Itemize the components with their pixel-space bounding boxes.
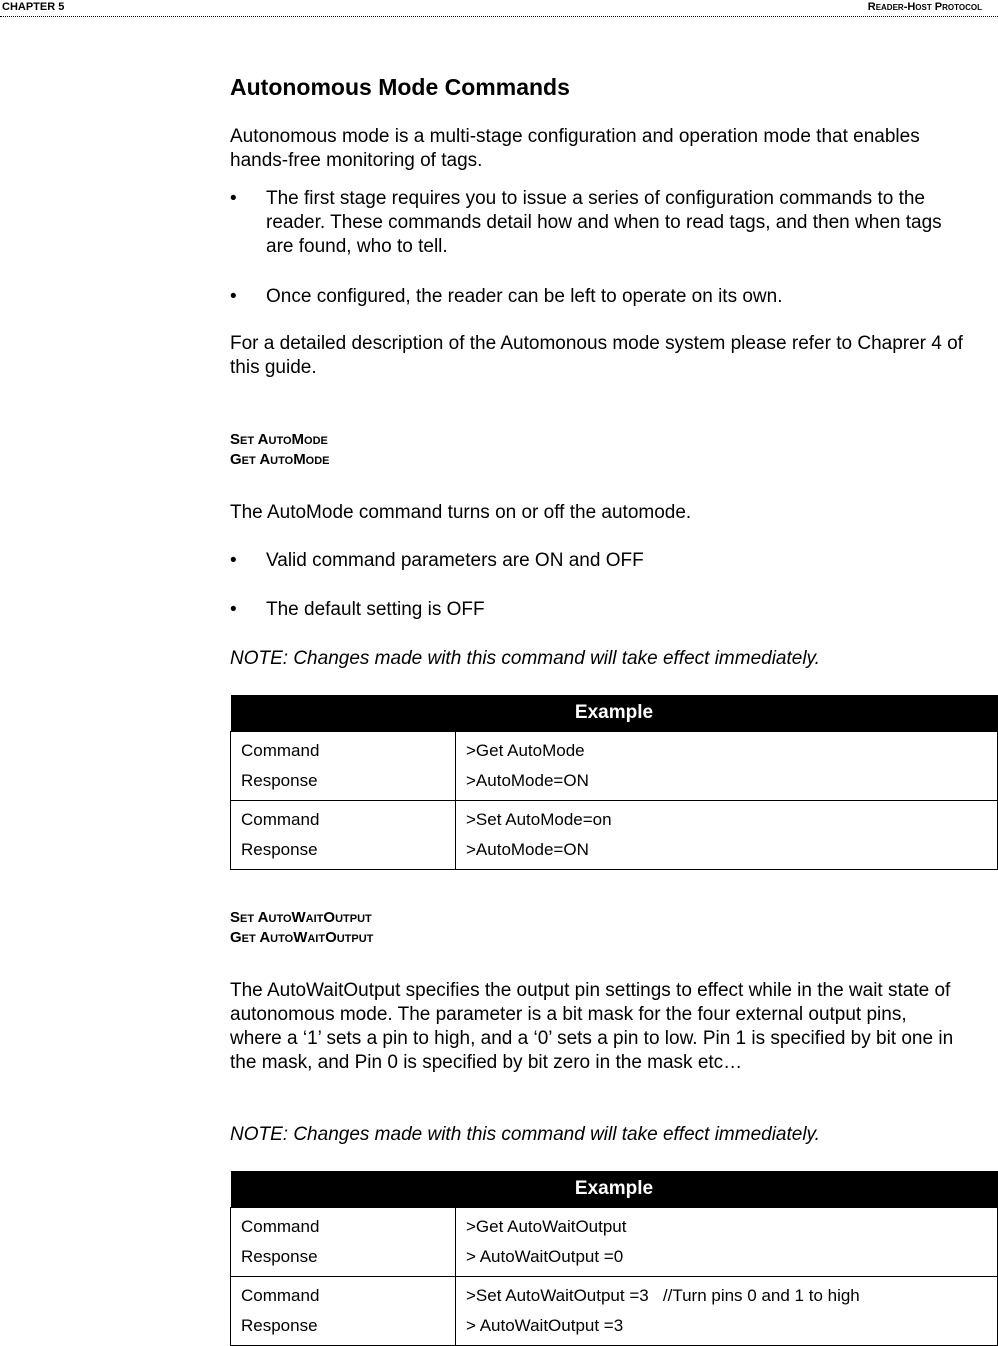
autowait-note: NOTE: Changes made with this command will take effect immediately.	[230, 1124, 820, 1145]
intro-paragraph: Autonomous mode is a multi-stage configuration and operation mode that enables hands-free monitoring of tags.	[230, 126, 920, 171]
automode-note: NOTE: Changes made with this command will take effect immediately.	[230, 648, 820, 669]
section-title: Autonomous Mode Commands	[230, 74, 570, 100]
cell-label: Command	[241, 741, 320, 760]
table-cell-labels	[231, 801, 456, 870]
cell-label: Command	[241, 810, 320, 829]
bullet-icon: •	[230, 550, 237, 571]
table-header: Example	[231, 695, 998, 732]
table-row	[231, 1277, 998, 1346]
bullet-icon: •	[230, 599, 237, 620]
command-name: Set AutoMode	[230, 431, 328, 448]
cell-value: >Get AutoMode	[466, 741, 585, 760]
table-row	[231, 1208, 998, 1277]
table-cell-values	[456, 1208, 998, 1277]
table-header: Example	[231, 1171, 998, 1208]
command-name: Set AutoWaitOutput	[230, 909, 372, 926]
table-row	[231, 801, 998, 870]
cell-value: >Get AutoWaitOutput	[466, 1217, 627, 1236]
refer-paragraph: For a detailed description of the Automonous mode system please refer to Chaprer 4 of this guide.	[230, 333, 963, 378]
automode-example-table	[230, 695, 998, 870]
cell-value: >Set AutoMode=on	[466, 810, 612, 829]
cell-value: >AutoMode=ON	[466, 840, 589, 859]
section-label: Reader-Host Protocol	[867, 1, 982, 13]
cell-label: Response	[241, 1247, 318, 1266]
list-item-text: Once configured, the reader can be left to operate on its own.	[266, 286, 783, 307]
automode-command-names	[230, 430, 330, 470]
list-item-text: The default setting is OFF	[266, 599, 485, 620]
chapter-label: CHAPTER 5	[2, 1, 65, 13]
table-cell-values	[456, 801, 998, 870]
cell-label: Command	[241, 1286, 320, 1305]
autowait-example-table	[230, 1171, 998, 1346]
bullet-icon: •	[230, 188, 237, 209]
cell-label: Response	[241, 840, 318, 859]
list-item-text: The first stage requires you to issue a series of configuration commands to the reader. These commands detail how and when to read tags, and then when tags are found, who to tell.	[266, 188, 942, 257]
cell-value: > AutoWaitOutput =3	[466, 1316, 624, 1335]
command-name: Get AutoMode	[230, 451, 330, 468]
table-cell-values	[456, 1277, 998, 1346]
cell-value: > AutoWaitOutput =0	[466, 1247, 624, 1266]
table-cell-labels	[231, 732, 456, 801]
cell-label: Command	[241, 1217, 320, 1236]
bullet-icon: •	[230, 286, 237, 307]
cell-value: >AutoMode=ON	[466, 771, 589, 790]
cell-value: >Set AutoWaitOutput =3 //Turn pins 0 and 1 to high	[466, 1286, 860, 1305]
autowait-command-names	[230, 908, 373, 948]
list-item-text: Valid command parameters are ON and OFF	[266, 550, 644, 571]
page-header	[0, 0, 998, 17]
command-name: Get AutoWaitOutput	[230, 929, 374, 946]
automode-description: The AutoMode command turns on or off the automode.	[230, 502, 692, 523]
table-cell-labels	[231, 1208, 456, 1277]
cell-label: Response	[241, 1316, 318, 1335]
table-row	[231, 732, 998, 801]
autowait-description: The AutoWaitOutput specifies the output pin settings to effect while in the wait state of autonomous mode. The parameter is a bit mask for the four external output pins, where a ‘1’ sets a pin to high, and a ‘0’ sets a pin to low. Pin 1 is specified by bit one in the mask, and Pin 0 is specified by bit zero in the mask etc…	[230, 980, 954, 1073]
table-cell-labels	[231, 1277, 456, 1346]
cell-label: Response	[241, 771, 318, 790]
table-cell-values	[456, 732, 998, 801]
